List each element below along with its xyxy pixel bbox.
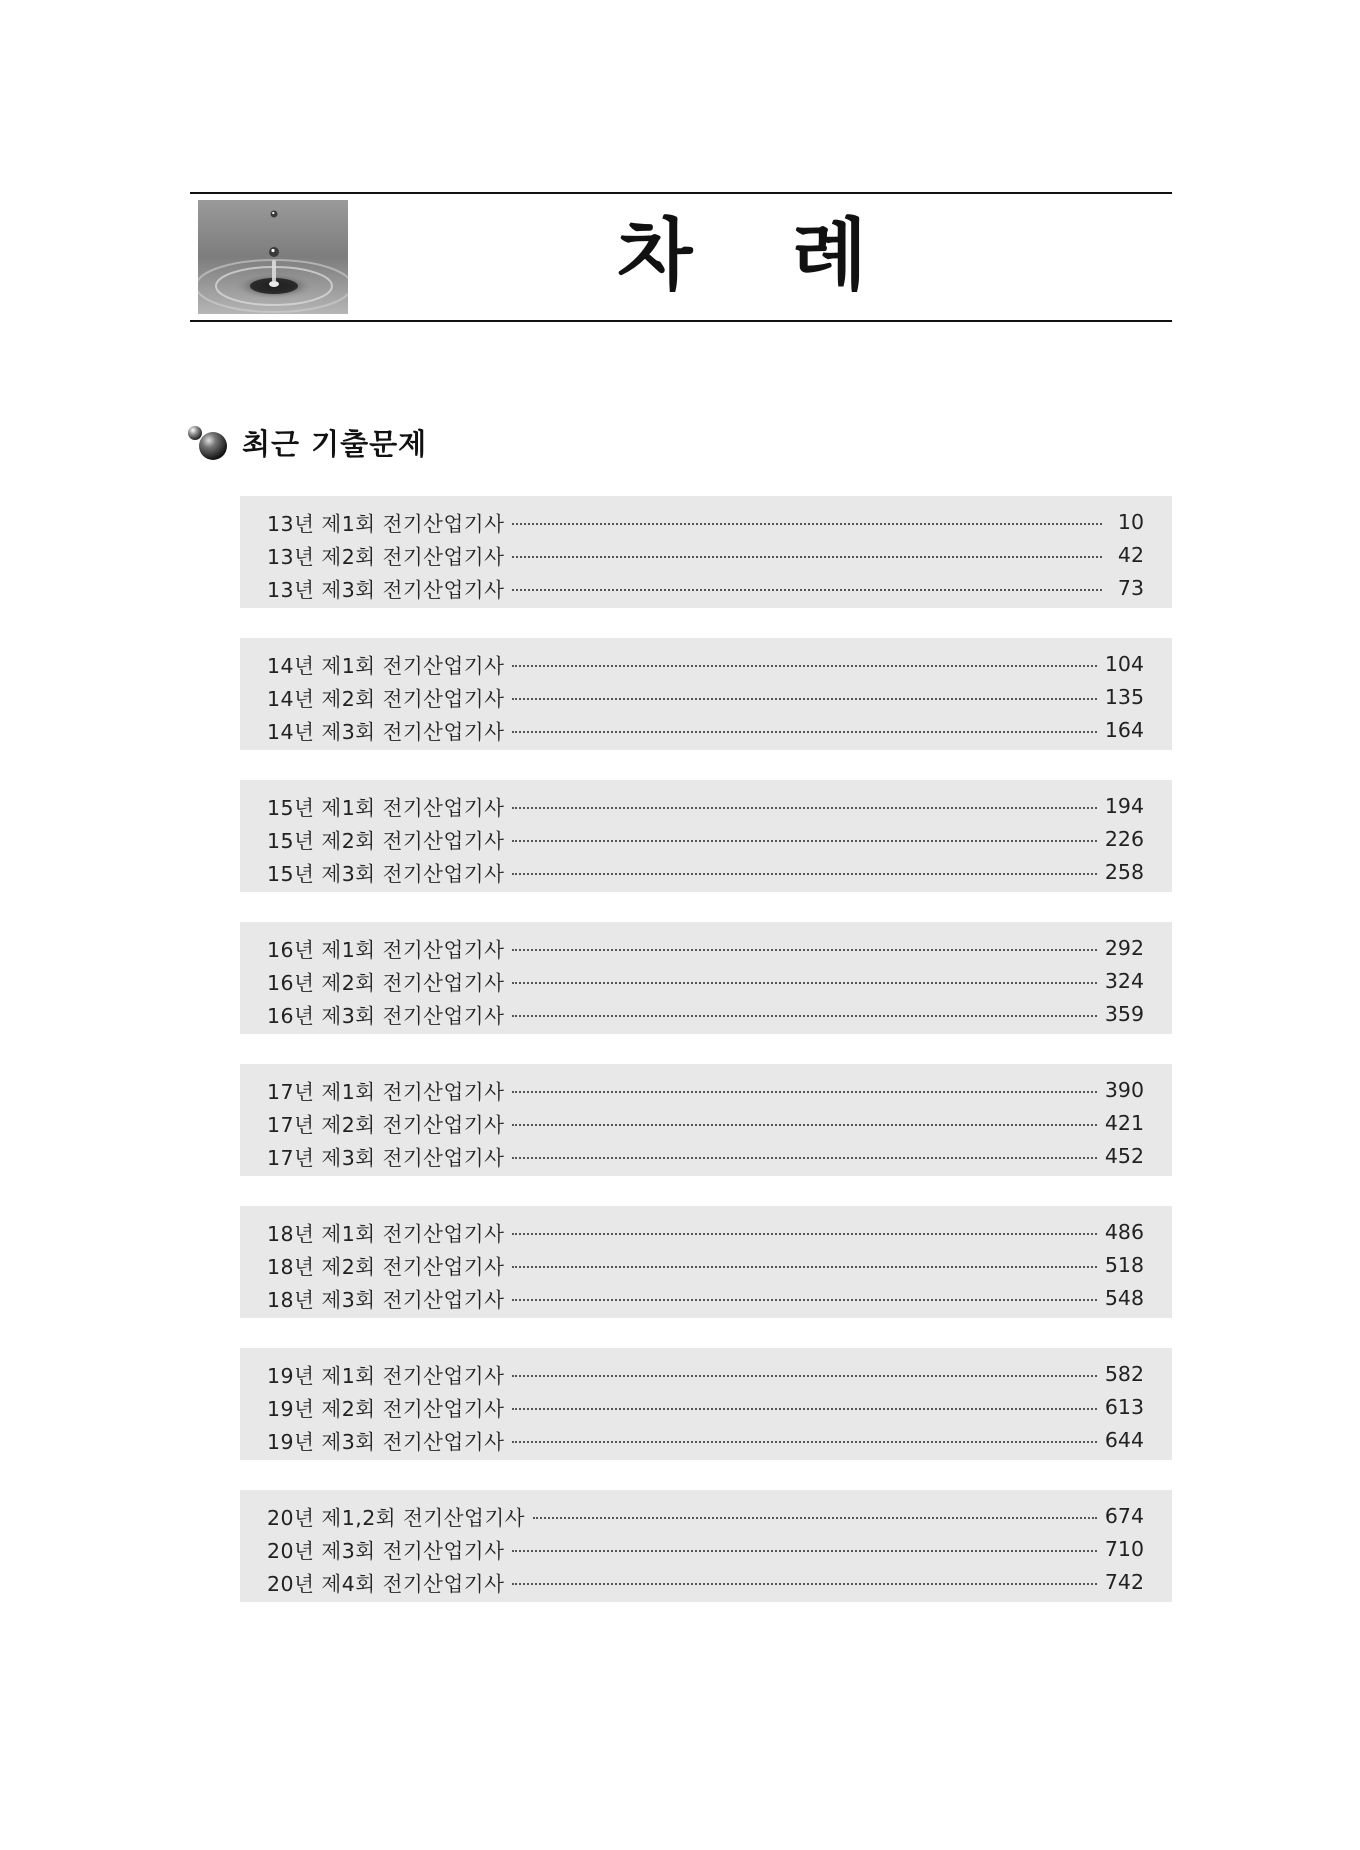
toc-entry-label: 16년 제1회 전기산업기사	[267, 937, 505, 962]
toc-entry-label: 18년 제3회 전기산업기사	[267, 1287, 505, 1312]
toc-entry[interactable]	[240, 1499, 1172, 1532]
toc-entry[interactable]	[240, 538, 1172, 571]
toc-entry-label: 18년 제2회 전기산업기사	[267, 1254, 505, 1279]
toc-entry-label: 19년 제3회 전기산업기사	[267, 1429, 505, 1454]
section-title: 최근 기출문제	[242, 427, 428, 461]
toc-entry-label: 13년 제2회 전기산업기사	[267, 544, 505, 569]
toc-entry-page-number: 292	[1104, 935, 1144, 960]
toc-entry[interactable]	[240, 997, 1172, 1030]
toc-entry[interactable]	[240, 1073, 1172, 1106]
toc-entry[interactable]	[240, 505, 1172, 538]
dot-leader	[512, 731, 1096, 733]
dot-leader	[512, 949, 1096, 951]
toc-entry-page-number: 486	[1104, 1219, 1144, 1244]
toc-entry[interactable]	[240, 1357, 1172, 1390]
toc-entry-label: 16년 제3회 전기산업기사	[267, 1003, 505, 1028]
dot-leader	[512, 1583, 1096, 1585]
dot-leader	[512, 1408, 1096, 1410]
toc-entry-label: 20년 제3회 전기산업기사	[267, 1538, 505, 1563]
toc-entry-page-number: 644	[1104, 1427, 1144, 1452]
dot-leader	[512, 698, 1096, 700]
dot-leader	[512, 1550, 1096, 1552]
toc-entry[interactable]	[240, 855, 1172, 888]
toc-entry-label: 15년 제3회 전기산업기사	[267, 861, 505, 886]
toc-entry[interactable]	[240, 1390, 1172, 1423]
dot-leader	[512, 1375, 1096, 1377]
dot-leader	[512, 1441, 1096, 1443]
sphere-bullet-icon	[186, 424, 232, 464]
toc-entry[interactable]	[240, 931, 1172, 964]
dot-leader	[512, 1233, 1096, 1235]
toc-entry-label: 14년 제1회 전기산업기사	[267, 653, 505, 678]
toc-entry[interactable]	[240, 1139, 1172, 1172]
toc-entry[interactable]	[240, 1248, 1172, 1281]
toc-entry[interactable]	[240, 1565, 1172, 1598]
toc-entry-page-number: 421	[1104, 1110, 1144, 1135]
dot-leader	[512, 807, 1096, 809]
dot-leader	[512, 1157, 1096, 1159]
toc-entry-page-number: 548	[1104, 1285, 1144, 1310]
dot-leader	[512, 556, 1102, 558]
toc-entry-label: 19년 제1회 전기산업기사	[267, 1363, 505, 1388]
toc-entry-page-number: 742	[1104, 1569, 1144, 1594]
dot-leader	[512, 523, 1102, 525]
toc-group	[240, 1064, 1172, 1176]
toc-entry-page-number: 226	[1104, 826, 1144, 851]
toc-entry-page-number: 613	[1104, 1394, 1144, 1419]
toc-entry-page-number: 674	[1104, 1503, 1144, 1528]
toc-entry-page-number: 710	[1104, 1536, 1144, 1561]
dot-leader	[512, 1266, 1096, 1268]
toc-entry-label: 20년 제1,2회 전기산업기사	[267, 1505, 525, 1530]
toc-entry-page-number: 452	[1104, 1143, 1144, 1168]
toc-group	[240, 496, 1172, 608]
toc-entry[interactable]	[240, 647, 1172, 680]
toc-entry[interactable]	[240, 1532, 1172, 1565]
toc-entry-page-number: 359	[1104, 1001, 1144, 1026]
toc-entry-label: 15년 제1회 전기산업기사	[267, 795, 505, 820]
dot-leader	[533, 1517, 1097, 1519]
dot-leader	[512, 840, 1096, 842]
toc-entry[interactable]	[240, 964, 1172, 997]
toc-entry-page-number: 194	[1104, 793, 1144, 818]
toc-entry-label: 17년 제3회 전기산업기사	[267, 1145, 505, 1170]
toc-entry-page-number: 42	[1117, 542, 1144, 567]
toc-entry-label: 17년 제2회 전기산업기사	[267, 1112, 505, 1137]
toc-entry-label: 14년 제3회 전기산업기사	[267, 719, 505, 744]
dot-leader	[512, 589, 1102, 591]
toc-header	[190, 192, 1172, 322]
toc-entry[interactable]	[240, 1215, 1172, 1248]
dot-leader	[512, 1091, 1096, 1093]
toc-entry-label: 14년 제2회 전기산업기사	[267, 686, 505, 711]
toc-entry-label: 18년 제1회 전기산업기사	[267, 1221, 505, 1246]
toc-entry-label: 20년 제4회 전기산업기사	[267, 1571, 505, 1596]
toc-entry-label: 13년 제3회 전기산업기사	[267, 577, 505, 602]
toc-entry-page-number: 324	[1104, 968, 1144, 993]
dot-leader	[512, 1124, 1096, 1126]
toc-group	[240, 1490, 1172, 1602]
toc-list	[240, 496, 1172, 1632]
toc-entry[interactable]	[240, 571, 1172, 604]
dot-leader	[512, 873, 1096, 875]
toc-group	[240, 780, 1172, 892]
toc-entry[interactable]	[240, 713, 1172, 746]
toc-group	[240, 922, 1172, 1034]
toc-entry-page-number: 518	[1104, 1252, 1144, 1277]
toc-group	[240, 1206, 1172, 1318]
toc-entry-page-number: 135	[1104, 684, 1144, 709]
toc-entry-page-number: 164	[1104, 717, 1144, 742]
dot-leader	[512, 1015, 1096, 1017]
dot-leader	[512, 982, 1096, 984]
toc-entry-page-number: 258	[1104, 859, 1144, 884]
toc-entry-label: 13년 제1회 전기산업기사	[267, 511, 505, 536]
toc-entry[interactable]	[240, 1281, 1172, 1314]
water-drop-image	[198, 200, 348, 314]
toc-entry-label: 16년 제2회 전기산업기사	[267, 970, 505, 995]
toc-entry-label: 17년 제1회 전기산업기사	[267, 1079, 505, 1104]
toc-entry[interactable]	[240, 789, 1172, 822]
dot-leader	[512, 1299, 1096, 1301]
toc-entry[interactable]	[240, 822, 1172, 855]
toc-entry-page-number: 73	[1117, 575, 1144, 600]
toc-group	[240, 1348, 1172, 1460]
toc-entry-page-number: 104	[1104, 651, 1144, 676]
toc-entry-label: 15년 제2회 전기산업기사	[267, 828, 505, 853]
toc-group	[240, 638, 1172, 750]
toc-entry[interactable]	[240, 680, 1172, 713]
dot-leader	[512, 665, 1096, 667]
toc-entry-page-number: 390	[1104, 1077, 1144, 1102]
toc-entry-page-number: 582	[1104, 1361, 1144, 1386]
toc-entry-page-number: 10	[1117, 509, 1144, 534]
page-title: 차 례	[617, 211, 903, 301]
toc-entry[interactable]	[240, 1106, 1172, 1139]
toc-entry[interactable]	[240, 1423, 1172, 1456]
toc-entry-label: 19년 제2회 전기산업기사	[267, 1396, 505, 1421]
